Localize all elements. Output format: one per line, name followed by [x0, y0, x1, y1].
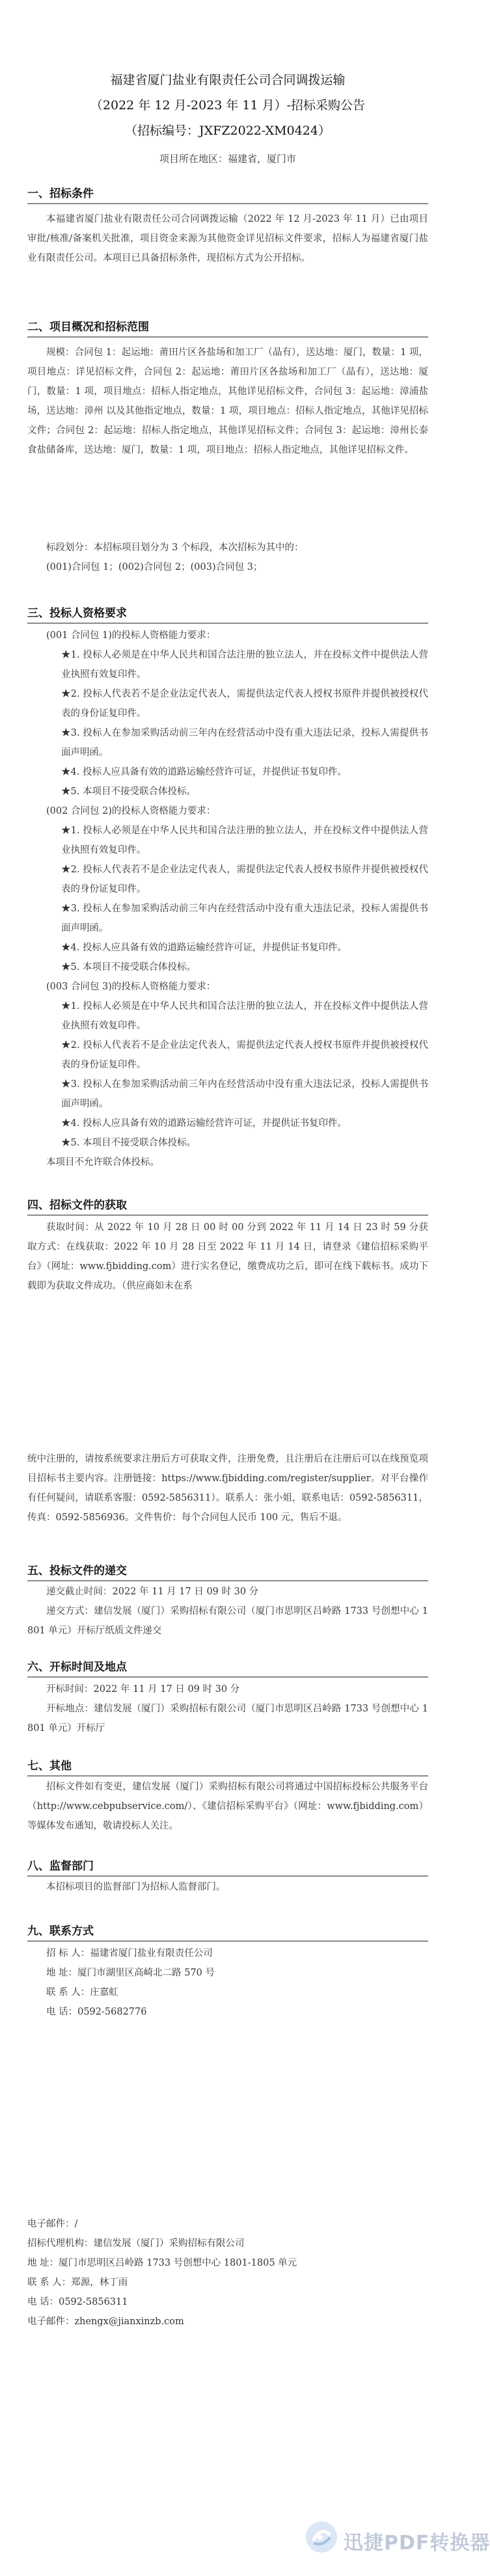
- section-heading-supervision: 八、监督部门: [27, 1860, 94, 1873]
- requirement-item: ★2. 投标人代表若不是企业法定代表人，需提供法定代表人授权书原件并提供被授权代表的身份证复印件。: [61, 1040, 428, 1070]
- section-body-obtain-documents: 获取时间：从 2022 年 10 月 28 日 00 时 00 分到 2022 年 11 月 14 日 23 时 59 分获取方式：在线获取：2022 年 10 月 28 日至 2022 年 11 月 14 日，请登录《建信招标采购平台》（网址：www.fjbidding.com）进行实名登记，缴费成功之后，即可在线下载标书。成功下载即为获取文件成功。（供应商如未在系: [27, 1222, 428, 1291]
- tenderer-contact: 联 系 人：庄嘉虹: [46, 1987, 118, 1998]
- lot-list: (001)合同包 1；(002)合同包 2；(003)合同包 3；: [46, 562, 263, 572]
- tender-number: （招标编号：JXFZ2022-XM0424）: [125, 124, 331, 138]
- submission-method: 递交方式：建信发展（厦门）采购招标有限公司（厦门市思明区吕岭路 1733 号创想中心 1801 单元）开标厅纸质文件递交: [27, 1606, 428, 1636]
- watermark-text: 迅捷PDF转换器: [344, 2532, 490, 2555]
- title-line-1: 福建省厦门盐业有限责任公司合同调拨运输: [110, 73, 346, 87]
- section-heading-obtain-documents: 四、招标文件的获取: [27, 1199, 127, 1212]
- section-body-conditions: 本福建省厦门盐业有限责任公司合同调拨运输（2022 年 12 月-2023 年 11 月）已由项目审批/核准/备案机关批准，项目资金来源为其他资金详见招标文件要求，招标人为福建省厦门盐业有限责任公司。本项目已具备招标条件，现招标方式为公开招标。: [27, 214, 428, 263]
- section-divider: [27, 1940, 428, 1942]
- agent-email: 电子邮件：zhengx@jianxinzb.com: [27, 2316, 184, 2327]
- agent-name: 招标代理机构：建信发展（厦门）采购招标有限公司: [27, 2238, 245, 2249]
- section-divider: [27, 1875, 428, 1877]
- agent-address: 地 址：厦门市思明区吕岭路 1733 号创想中心 1801-1805 单元: [27, 2258, 297, 2268]
- watermark-logo: [305, 2517, 490, 2556]
- section-heading-opening: 六、开标时间及地点: [27, 1661, 127, 1674]
- requirement-item: ★5. 本项目不接受联合体投标。: [61, 786, 196, 797]
- title-line-2: （2022 年 12 月-2023 年 11 月）-招标采购公告: [90, 98, 366, 113]
- tenderer-name: 招 标 人：福建省厦门盐业有限责任公司: [46, 1948, 213, 1959]
- submission-deadline: 递交截止时间：2022 年 11 月 17 日 09 时 30 分: [46, 1587, 259, 1597]
- section-body-overview: 规模：合同包 1：起运地：莆田片区各盐场和加工厂（晶有），送达地：厦门，数量：1 项，项目地点：详见招标文件，合同包 2：起运地：莆田片区各盐场和加工厂（晶有），送达地：厦门，数量：1 项，项目地点：招标人指定地点，其他详见招标文件，合同包 3：起运地：漳浦盐场，送达地：漳州 以及其他指定地点，数量：1 项，项目地点：招标人指定地点，其他详见招标文件；合同包 2：起运地：招标人指定地点，其他详见招标文件；合同包 3：起运地：漳州长泰食盐储备库，送达地：厦门，数量：1 项，项目地点：招标人指定地点，其他详见招标文件。: [27, 347, 428, 455]
- project-location: 项目所在地区：福建省，厦门市: [159, 153, 296, 165]
- section-body-other: 招标文件如有变更，建信发展（厦门）采购招标有限公司将通过中国招标投标公共服务平台（http://www.cebpubservice.com/）、《建信招标采购平台》（网址：www.fjbidding.com）等媒体发布通知，敬请投标人关注。: [27, 1782, 428, 1831]
- requirement-item: ★4. 投标人应具备有效的道路运输经营许可证，并提供证书复印件。: [61, 943, 347, 953]
- requirement-item: ★4. 投标人应具备有效的道路运输经营许可证，并提供证书复印件。: [61, 767, 347, 777]
- requirement-item: ★5. 本项目不接受联合体投标。: [61, 962, 196, 973]
- lot-requirements-title: (001 合同包 1)的投标人资格能力要求：: [46, 630, 216, 641]
- requirement-item: ★2. 投标人代表若不是企业法定代表人，需提供法定代表人授权书原件并提供被授权代表的身份证复印件。: [61, 865, 428, 894]
- section-divider: [27, 336, 428, 338]
- opening-time: 开标时间：2022 年 11 月 17 日 09 时 30 分: [46, 1684, 240, 1695]
- requirement-item: ★2. 投标人代表若不是企业法定代表人，需提供法定代表人授权书原件并提供被授权代表的身份证复印件。: [61, 689, 428, 719]
- section-divider: [27, 1775, 428, 1777]
- section-heading-other: 七、其他: [27, 1760, 72, 1773]
- section-body-obtain-documents-continued: 统中注册的，请按系统要求注册后方可获取文件，注册免费，且注册后在注册后可以在线预览项目招标书主要内容。注册链接：https://www.fjbidding.com/register/supplier。对平台操作有任何疑问，请联系客服：0592-5856311）。联系人：张小姐，联系电话：0592-5856311，传真：0592-5856936。文件售价：每个合同包人民币 100 元，售后不退。: [27, 1454, 428, 1523]
- opening-location: 开标地点：建信发展（厦门）采购招标有限公司（厦门市思明区吕岭路 1733 号创想中心 1801 单元）开标厅: [27, 1704, 428, 1734]
- lot-requirements-title: (002 合同包 2)的投标人资格能力要求：: [46, 806, 216, 816]
- lot-division-text: 标段划分：本招标项目划分为 3 个标段，本次招标为其中的：: [46, 543, 304, 553]
- requirement-item: ★1. 投标人必须是在中华人民共和国合法注册的独立法人，并在投标文件中提供法人营业执照有效复印件。: [61, 1001, 428, 1031]
- section-heading-contact: 九、联系方式: [27, 1925, 94, 1938]
- lot-requirements-title: (003 合同包 3)的投标人资格能力要求：: [46, 982, 216, 992]
- section-divider: [27, 1580, 428, 1581]
- section-divider: [27, 1214, 428, 1216]
- consortium-note: 本项目不允许联合体投标。: [46, 1157, 159, 1168]
- pdf-converter-icon: [305, 2520, 338, 2554]
- agent-contact: 联 系 人：郑源，林丁雨: [27, 2277, 128, 2288]
- section-divider: [27, 623, 428, 624]
- requirement-item: ★3. 投标人在参加采购活动前三年内在经营活动中没有重大违法记录，投标人需提供书面声明函。: [61, 728, 428, 758]
- section-heading-overview: 二、项目概况和招标范围: [27, 321, 149, 334]
- section-heading-conditions: 一、招标条件: [27, 187, 94, 200]
- section-divider: [27, 203, 428, 204]
- requirement-item: ★3. 投标人在参加采购活动前三年内在经营活动中没有重大违法记录，投标人需提供书面声明函。: [61, 1079, 428, 1109]
- agent-phone: 电 话：0592-5856311: [27, 2297, 128, 2307]
- section-divider: [27, 1676, 428, 1678]
- requirement-item: ★5. 本项目不接受联合体投标。: [61, 1138, 196, 1148]
- tenderer-phone: 电 话：0592-5682776: [46, 2007, 147, 2017]
- tenderer-address: 地 址：厦门市湖里区高崎北二路 570 号: [46, 1968, 215, 1978]
- requirement-item: ★4. 投标人应具备有效的道路运输经营许可证，并提供证书复印件。: [61, 1118, 347, 1129]
- tenderer-email: 电子邮件：/: [27, 2219, 78, 2229]
- requirement-item: ★1. 投标人必须是在中华人民共和国合法注册的独立法人，并在投标文件中提供法人营业执照有效复印件。: [61, 650, 428, 680]
- section-heading-submission: 五、投标文件的递交: [27, 1564, 127, 1577]
- requirement-item: ★3. 投标人在参加采购活动前三年内在经营活动中没有重大违法记录，投标人需提供书面声明函。: [61, 904, 428, 933]
- section-body-supervision: 本招标项目的监督部门为招标人监督部门。: [46, 1882, 226, 1892]
- requirement-item: ★1. 投标人必须是在中华人民共和国合法注册的独立法人，并在投标文件中提供法人营业执照有效复印件。: [61, 825, 428, 855]
- section-heading-qualification: 三、投标人资格要求: [27, 607, 127, 620]
